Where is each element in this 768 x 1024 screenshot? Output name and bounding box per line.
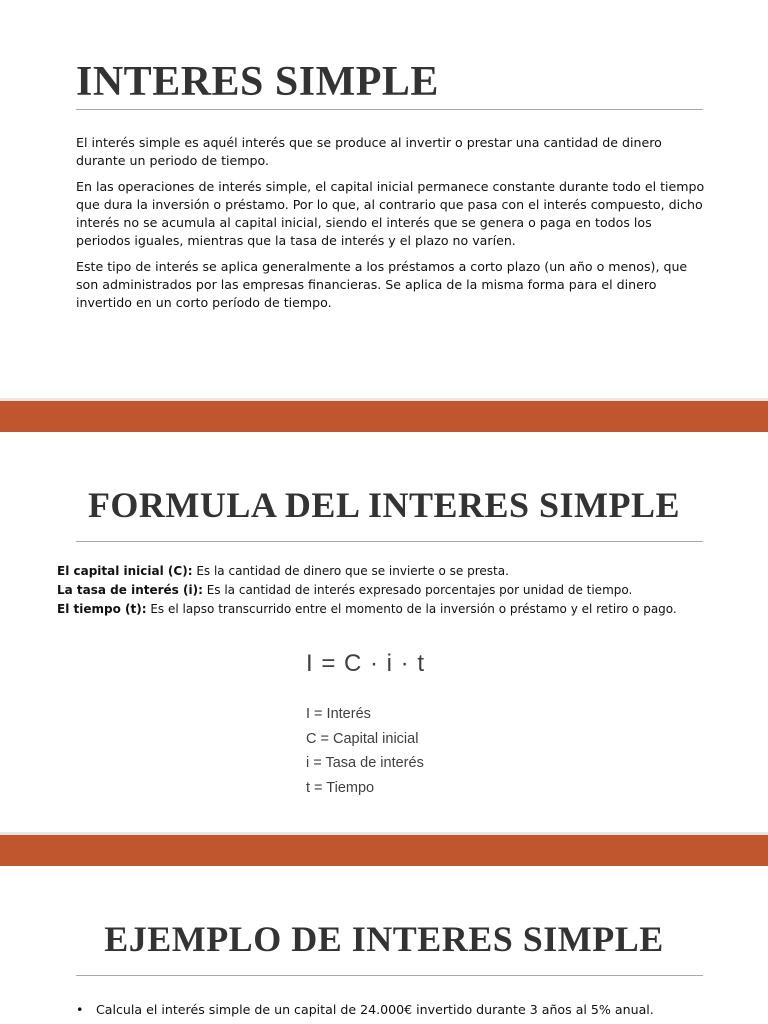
definition-tiempo: El tiempo (t): Es el lapso transcurrido entre el momento de la inversión o préstamo y el retiro o pago. — [57, 602, 677, 616]
definition-capital: El capital inicial (C): Es la cantidad de dinero que se invierte o se presta. — [57, 564, 509, 578]
definition-tasa: La tasa de interés (i): Es la cantidad de interés expresado porcentajes por unidad de tiempo. — [57, 583, 633, 597]
slide-title: EJEMPLO DE INTERES SIMPLE — [104, 919, 664, 959]
definitions-list — [57, 562, 747, 619]
slide-divider-band — [0, 832, 768, 866]
slide-divider-band — [0, 398, 768, 432]
legend-item: C = Capital inicial — [306, 730, 419, 747]
title-rule — [76, 109, 703, 110]
slide-interes-simple — [0, 0, 768, 398]
legend-item: i = Tasa de interés — [306, 755, 424, 771]
slide-body — [76, 134, 706, 320]
title-rule — [76, 541, 703, 542]
formula-image — [306, 650, 425, 800]
slide-title: INTERES SIMPLE — [76, 59, 439, 105]
legend-item: t = Tiempo — [306, 779, 375, 796]
slide-ejemplo — [0, 866, 768, 1024]
slide-formula — [0, 432, 768, 832]
slide-title: FORMULA DEL INTERES SIMPLE — [87, 485, 681, 525]
bullet-item — [76, 1002, 654, 1017]
paragraph: El interés simple es aquél interés que se produce al invertir o prestar una cantidad de dinero durante un periodo de tiempo. — [76, 135, 662, 168]
formula-legend — [306, 702, 425, 800]
bullet-text: Calcula el interés simple de un capital de 24.000€ invertido durante 3 años al 5% anual. — [96, 1002, 654, 1017]
legend-item: I = Interés — [306, 706, 371, 722]
formula-main: I = C · i · t — [306, 650, 426, 677]
bullet-marker: • — [76, 1002, 84, 1017]
paragraph: Este tipo de interés se aplica generalmente a los préstamos a corto plazo (un año o menos), que son administrados por las empresas financieras. Se aplica de la misma forma para el dinero invertido en un corto período de tiempo. — [76, 259, 688, 310]
paragraph: En las operaciones de interés simple, el capital inicial permanece constante durante todo el tiempo que dura la inversión o préstamo. Por lo que, al contrario que pasa con el interés compuesto, dicho interés no se acumula al capital inicial, siendo el interés que se genera o paga en todos los periodos iguales, mientras que la tasa de interés y el plazo no varíen. — [76, 179, 705, 248]
title-rule — [76, 975, 703, 976]
